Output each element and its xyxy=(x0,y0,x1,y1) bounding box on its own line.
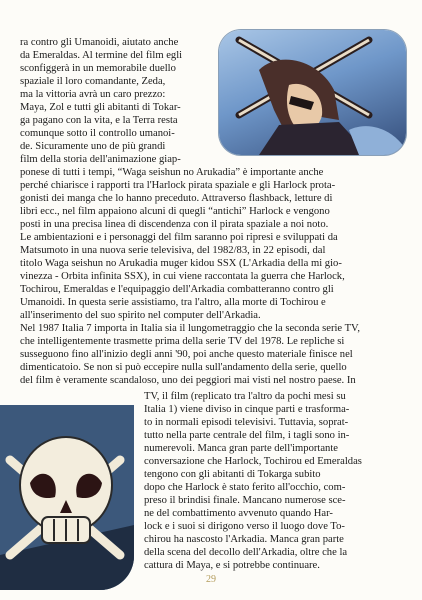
text-line: Tochirou, Emeraldas e l'equipaggio dell'Arkadia combatteranno contro gli xyxy=(20,284,334,295)
text-line: spaziale il loro comandante, Zeda, xyxy=(20,76,166,87)
text-line: cattura di Maya, e si potrebbe continuare. xyxy=(144,560,320,571)
harlock-illustration xyxy=(219,30,406,155)
text-line: Matsumoto in una nuova serie televisiva, del 1982/83, in 22 episodi, dal xyxy=(20,245,326,256)
text-line: tutto nella parte centrale del film, i tagli sono in- xyxy=(144,430,350,441)
text-line: dimenticatoio. Se non si può eccepire nulla sull'andamento della serie, quello xyxy=(20,362,347,373)
text-line: da Emeraldas. Al termine del film egli xyxy=(20,50,183,61)
text-line: vinezza - Orbita infinita SSX), in cui viene raccontata la guerra che Harlock, xyxy=(20,271,345,282)
text-line: ma la vittoria avrà un caro prezzo: xyxy=(20,89,166,100)
text-line: film della storia dell'animazione giap- xyxy=(20,154,181,165)
text-line: lock e i suoi si dirigono verso il luogo dove To- xyxy=(144,521,345,532)
skull-flag-illustration xyxy=(0,405,134,590)
text-line: susseguono fino all'inizio degli anni '90, poi anche questo materiale finisce nel xyxy=(20,349,353,360)
harlock-crossbones-icon xyxy=(219,30,406,155)
text-line: titolo Waga seishun no Arukadia muger kidou SSX (L'Arkadia della mi gio- xyxy=(20,258,342,269)
text-line: sconfiggerà in un memorabile duello xyxy=(20,63,176,74)
text-line: chirou ha nascosto l'Arkadia. Manca gran parte xyxy=(144,534,344,545)
text-line: ga pagano con la vita, e la Terra resta xyxy=(20,115,178,126)
text-line: to in normali episodi televisivi. Tuttavia, soprat- xyxy=(144,417,349,428)
text-line: de. Sicuramente uno de più grandi xyxy=(20,141,166,152)
text-line: all'inserimento del suo spirito nel computer dell'Arkadia. xyxy=(20,310,261,321)
page-number: 29 xyxy=(206,574,216,585)
text-line: Italia 1) viene diviso in cinque parti e trasforma- xyxy=(144,404,350,415)
text-line: Umanoidi. In questa serie assistiamo, tra l'altro, alla morte di Tochirou e xyxy=(20,297,326,308)
text-line: Nel 1987 Italia 7 importa in Italia sia il lungometraggio che la seconda serie TV, xyxy=(20,323,360,334)
text-line: gonisti dei manga che lo hanno preceduto. Attraverso flashback, letture di xyxy=(20,193,333,204)
text-line: che intelligentemente trasmette prima della serie TV del 1978. Le repliche si xyxy=(20,336,345,347)
text-line: preso il brindisi finale. Mancano numerose sce- xyxy=(144,495,346,506)
text-line: Le ambientazioni e i personaggi del film saranno poi ripresi e sviluppati da xyxy=(20,232,338,243)
text-line: della scena del decollo dell'Arkadia, oltre che la xyxy=(144,547,348,558)
text-line: Maya, Zol e tutti gli abitanti di Tokar- xyxy=(20,102,181,113)
text-line: numerevoli. Manca gran parte dell'importante xyxy=(144,443,338,454)
text-line: ne del combattimento avvenuto quando Har- xyxy=(144,508,333,519)
text-line: tengono con gli abitanti di Tokarga subito xyxy=(144,469,321,480)
text-line: perché chiarisce i rapporti tra l'Harlock pirata spaziale e gli Harlock prota- xyxy=(20,180,336,191)
text-line: libri ecc., nel film appaiono alcuni di quegli “antichi” Harlock e vengono xyxy=(20,206,330,217)
text-line: del film è veramente scandaloso, uno dei peggiori mai visti nel nostro paese. In xyxy=(20,375,356,386)
text-line: ra contro gli Umanoidi, aiutato anche xyxy=(20,37,179,48)
jolly-roger-skull-icon xyxy=(0,405,134,590)
text-line: dopo che Harlock è stato ferito all'occhio, com- xyxy=(144,482,346,493)
text-line: TV, il film (replicato tra l'altro da pochi mesi su xyxy=(144,391,346,402)
text-line: ponese di tutti i tempi, “Waga seishun no Arukadia” è importante anche xyxy=(20,167,324,178)
text-line: conversazione che Harlock, Tochirou ed Emeraldas xyxy=(144,456,362,467)
text-line: comunque sotto il controllo umanoi- xyxy=(20,128,175,139)
text-line: posti in una precisa linea di discendenza con il pirata spaziale a noi noto. xyxy=(20,219,329,230)
